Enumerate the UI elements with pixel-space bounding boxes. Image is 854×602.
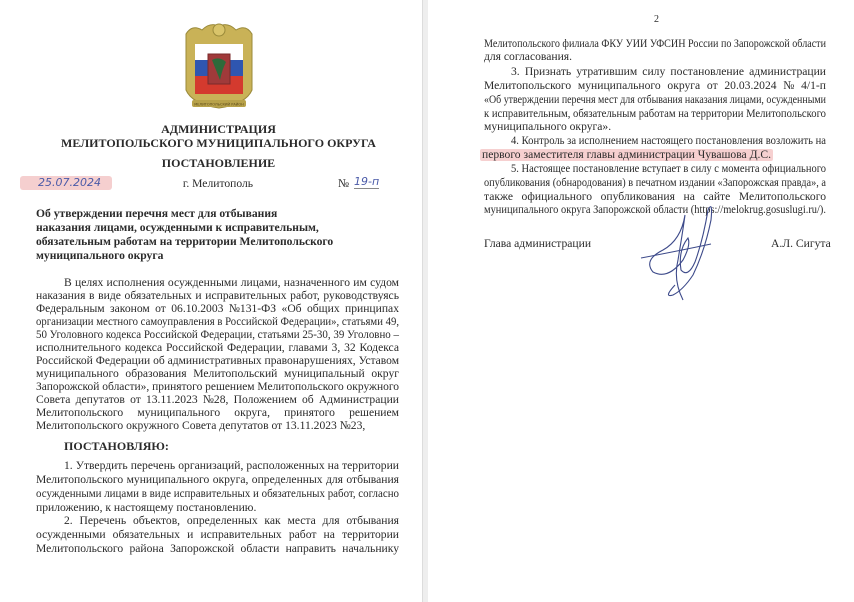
item5-line: муниципального округа Запорожской области (https://melokrug.gosuslugi.ru/). <box>484 203 826 216</box>
item3-line: муниципального округа». <box>484 120 612 133</box>
preamble-line: организации местного самоуправления в Российской Федерации», статьями 49, <box>36 315 399 328</box>
number-label: № <box>338 177 350 190</box>
coat-of-arms-emblem <box>182 20 256 114</box>
preamble-line: наказания в виде обязательных и исправительных работ, руководствуясь <box>36 289 399 302</box>
preamble-line: Российской Федерации об административных правонарушениях, Уставом <box>36 354 399 367</box>
header-district: МЕЛИТОПОЛЬСКОГО МУНИЦИПАЛЬНОГО ОКРУГА <box>61 136 376 150</box>
document-city: г. Мелитополь <box>182 177 254 190</box>
item1-line: осужденными лицами в виде исправительных и обязательных работ, согласно <box>36 487 399 500</box>
item3-line: «Об утверждении перечня мест для отбывания наказания лицами, осужденными <box>484 93 826 106</box>
document-date: 25.07.2024 <box>38 176 101 189</box>
item1-line: Мелитопольского муниципального округа, определенных для отбывания <box>36 473 399 486</box>
item1-line: 1. Утвердить перечень организаций, расположенных на территории <box>64 459 399 472</box>
document-page-1 <box>0 0 421 602</box>
item2-cont-line: для согласования. <box>484 50 573 63</box>
signer-name: А.Л. Сигута <box>771 237 831 250</box>
item4-highlighted-line: первого заместителя главы администрации Чувашова Д.С. <box>482 148 772 161</box>
item4-line: 4. Контроль за исполнением настоящего постановления возложить на <box>511 134 826 147</box>
header-administration: АДМИНИСТРАЦИЯ <box>161 122 276 136</box>
preamble-line: 50 Уголовного кодекса Российской Федерации, статьями 25-30, 39 Уголовно – <box>36 328 399 341</box>
preamble-line: Мелитопольского муниципального округа, принятого решением <box>36 406 399 419</box>
preamble-line: Мелитопольского окружного Совета депутатов от 13.11.2023 №23, <box>36 419 366 432</box>
signer-title: Глава администрации <box>484 237 592 250</box>
item2-cont-line: Мелитопольского филиала ФКУ УИИ УФСИН России по Запорожской области <box>484 37 826 50</box>
emblem-ribbon-text: МЕЛИТОПОЛЬСКИЙ РАЙОН <box>194 102 244 107</box>
title-line: муниципального округа <box>36 249 164 262</box>
page-number: 2 <box>654 14 659 25</box>
preamble-line: Запорожской области», принятого решением Мелитопольского окружного <box>36 380 399 393</box>
preamble-line: Совета депутатов от 13.11.2023 №28, Положением об Администрации <box>36 393 399 406</box>
title-line: наказания лицами, осужденными к исправительным, <box>36 221 319 234</box>
signature-icon <box>633 200 733 302</box>
document-page-2 <box>428 0 854 602</box>
item5-line: также официального опубликования на сайте Мелитопольского <box>484 190 826 203</box>
preamble-line: исполнительного кодекса Российской Федерации, главами 3, 32 Кодекса <box>36 341 399 354</box>
item5-line: 5. Настоящее постановление вступает в силу с момента официального <box>511 162 826 175</box>
title-line: Об утверждении перечня мест для отбывания <box>36 207 278 220</box>
item3-line: Мелитопольского муниципального округа от 20.03.2024 № 4/1-п <box>484 79 826 92</box>
doc-type: ПОСТАНОВЛЕНИЕ <box>161 156 276 170</box>
preamble-line: В целях исполнения осужденными лицами, назначенного им судом <box>64 276 399 289</box>
document-number: 19-п <box>354 175 380 188</box>
item3-line: к исправительным, обязательным работам на территории Мелитопольского <box>484 107 826 120</box>
item3-line: 3. Признать утратившим силу постановление администрации <box>511 65 826 78</box>
preamble-line: Федеральным законом от 06.10.2003 №131-ФЗ «Об общих принципах <box>36 302 399 315</box>
resolve-heading: ПОСТАНОВЛЯЮ: <box>64 439 169 453</box>
item2-line: Мелитопольского района Запорожской области направить начальнику <box>36 542 399 555</box>
item1-line: приложению, к настоящему постановлению. <box>36 501 257 514</box>
item2-line: 2. Перечень объектов, определенных как места для отбывания <box>64 514 399 527</box>
title-line: обязательным работам на территории Мелитопольского <box>36 235 334 248</box>
item2-line: осужденными обязательных и исправительных работ на территории <box>36 528 399 541</box>
preamble-line: муниципального образования Мелитопольский муниципальный округ <box>36 367 399 380</box>
item5-line: опубликования (обнародования) в печатном издании «Запорожская правда», а <box>484 176 826 189</box>
